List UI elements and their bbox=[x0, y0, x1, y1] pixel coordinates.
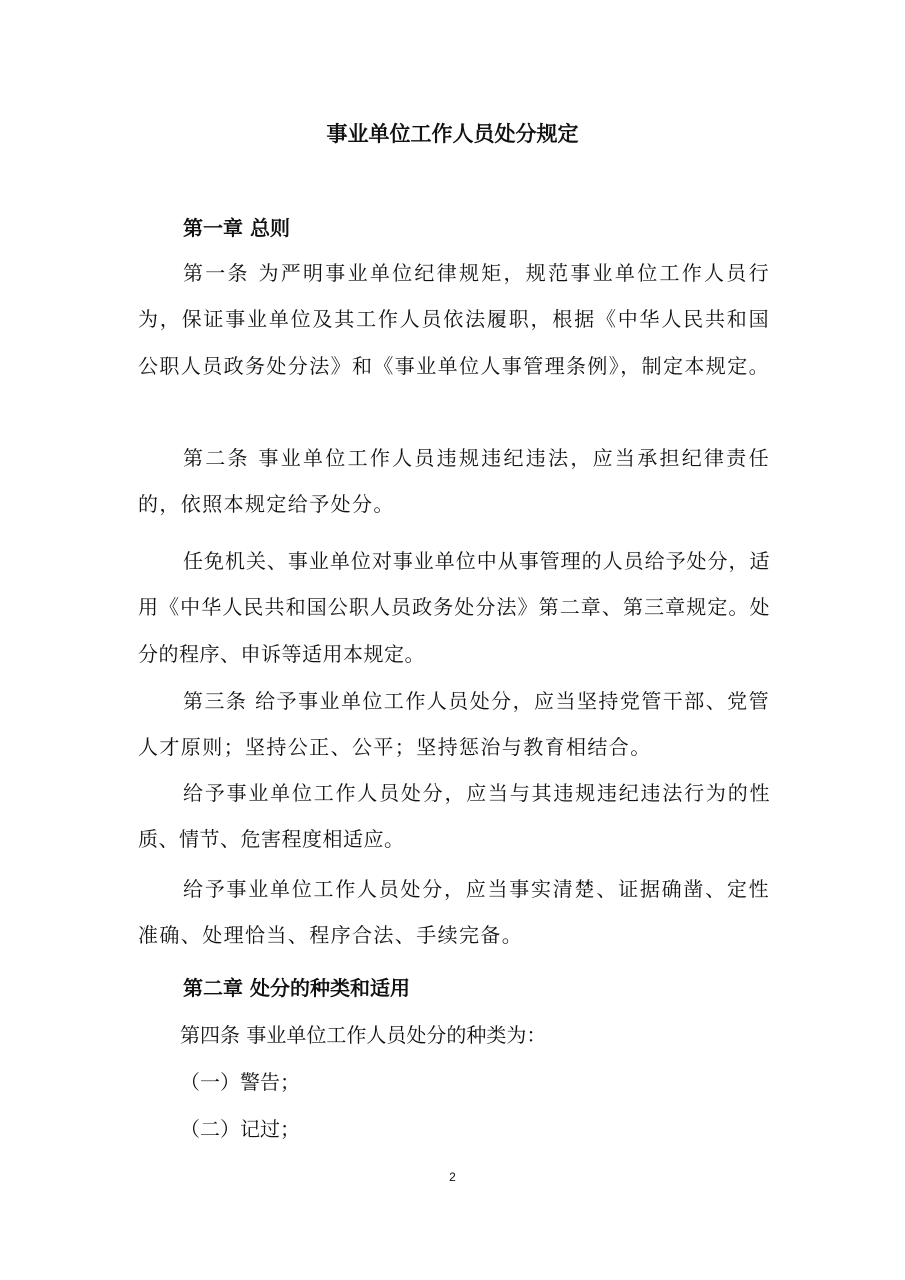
chapter-1-heading: 第一章 总则 bbox=[183, 216, 290, 240]
document-title: 事业单位工作人员处分规定 bbox=[326, 122, 579, 146]
article-2-paragraph: 第二条 事业单位工作人员违规违纪违法，应当承担纪律责任的，依照本规定给予处分。 bbox=[138, 446, 770, 517]
list-item: （二）记过； bbox=[180, 1117, 300, 1141]
article-3-clause-3-paragraph: 给予事业单位工作人员处分，应当事实清楚、证据确凿、定性准确、处理恰当、程序合法、手续完备。 bbox=[138, 877, 770, 948]
list-item: （一）警告； bbox=[180, 1070, 300, 1094]
article-2-clause-2-paragraph: 任免机关、事业单位对事业单位中从事管理的人员给予处分，适用《中华人民共和国公职人员政务处分法》第二章、第三章规定。处分的程序、申诉等适用本规定。 bbox=[138, 549, 770, 666]
page-number: 2 bbox=[449, 1170, 456, 1184]
article-3-paragraph: 第三条 给予事业单位工作人员处分，应当坚持党管干部、党管人才原则；坚持公正、公平；坚持惩治与教育相结合。 bbox=[138, 689, 770, 760]
article-1-paragraph: 第一条 为严明事业单位纪律规矩，规范事业单位工作人员行为，保证事业单位及其工作人员依法履职，根据《中华人民共和国公职人员政务处分法》和《事业单位人事管理条例》，制定本规定。 bbox=[138, 261, 770, 378]
article-3-clause-2-paragraph: 给予事业单位工作人员处分，应当与其违规违纪违法行为的性质、情节、危害程度相适应。 bbox=[138, 781, 770, 852]
chapter-2-heading: 第二章 处分的种类和适用 bbox=[183, 976, 410, 1000]
article-4-paragraph: 第四条 事业单位工作人员处分的种类为： bbox=[180, 1023, 547, 1047]
